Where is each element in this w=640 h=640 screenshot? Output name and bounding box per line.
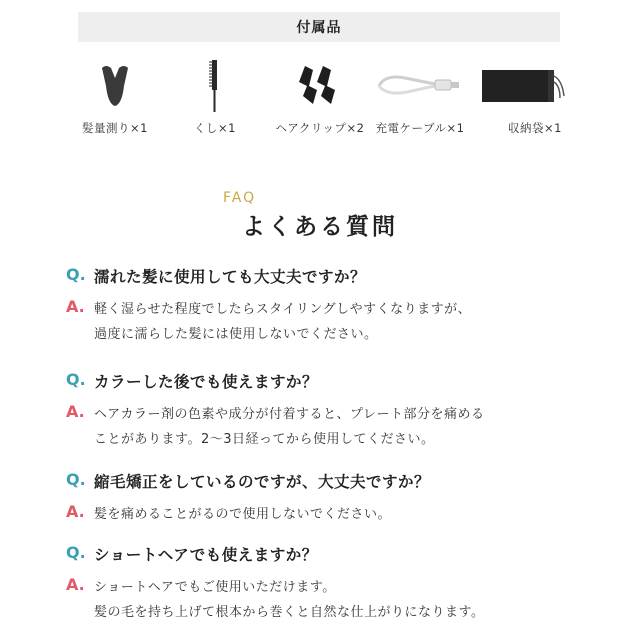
- faq-answer-line: 過度に濡らした髪には使用しないでください。: [94, 327, 378, 342]
- faq-item: [66, 265, 586, 347]
- faq-answer-row: [66, 402, 586, 452]
- faq-question-row: [66, 265, 586, 287]
- accessory-label: 髪量測り×1: [82, 121, 148, 135]
- answer-marker: A.: [66, 297, 85, 316]
- faq-question: 縮毛矯正をしているのですが、大丈夫ですか？: [94, 473, 431, 491]
- faq-answer-line: 髪の毛を持ち上げて根本から巻くと自然な仕上がりになります。: [94, 605, 485, 620]
- faq-item: [66, 470, 586, 527]
- hair-clip-icon: [265, 56, 375, 116]
- faq-question: カラーした後でも使えますか？: [94, 373, 319, 391]
- faq-item: [66, 370, 586, 452]
- storage-pouch-icon: [480, 56, 590, 116]
- faq-answer: [94, 502, 391, 527]
- faq-item: [66, 543, 586, 625]
- question-marker: Q.: [66, 265, 86, 284]
- question-marker: Q.: [66, 470, 86, 489]
- accessory-item-storage-pouch: [480, 50, 590, 140]
- faq-question-row: [66, 543, 586, 565]
- accessories-list: [60, 50, 580, 140]
- faq-answer-row: [66, 297, 586, 347]
- faq-answer-row: [66, 502, 586, 527]
- faq-question-row: [66, 370, 586, 392]
- hair-gauge-icon: [60, 56, 170, 116]
- accessory-label: 充電ケーブル×1: [375, 121, 465, 135]
- faq-answer-row: [66, 575, 586, 625]
- question-marker: Q.: [66, 370, 86, 389]
- faq-eyebrow: FAQ: [223, 190, 257, 206]
- faq-answer: [94, 575, 484, 625]
- accessory-label: くし×1: [194, 121, 236, 135]
- accessories-header: [78, 12, 560, 42]
- faq-question-row: [66, 470, 586, 492]
- faq-question: 濡れた髪に使用しても大丈夫ですか？: [94, 268, 367, 286]
- faq-answer-line: ヘアカラー剤の色素や成分が付着すると、プレート部分を痛める: [94, 407, 485, 422]
- accessory-item-comb: [160, 50, 270, 140]
- comb-icon: [160, 56, 270, 116]
- faq-answer: [94, 297, 471, 347]
- charging-cable-icon: [365, 56, 475, 116]
- answer-marker: A.: [66, 402, 85, 421]
- faq-answer-line: ことがあります。2〜3日経ってから使用してください。: [94, 432, 435, 447]
- question-marker: Q.: [66, 543, 86, 562]
- faq-title: よくある質問: [242, 214, 398, 240]
- accessory-label: 収納袋×1: [508, 121, 562, 135]
- faq-answer: [94, 402, 484, 452]
- accessory-item-hair-clip: [265, 50, 375, 140]
- accessory-item-charging-cable: [365, 50, 475, 140]
- answer-marker: A.: [66, 502, 85, 521]
- faq-answer-line: ショートヘアでもご使用いただけます。: [94, 580, 336, 595]
- answer-marker: A.: [66, 575, 85, 594]
- accessory-label: ヘアクリップ×2: [275, 121, 365, 135]
- faq-answer-line: 軽く湿らせた程度でしたらスタイリングしやすくなりますが、: [94, 302, 472, 317]
- accessory-item-hair-gauge: [60, 50, 170, 140]
- accessories-title: 付属品: [296, 20, 342, 36]
- faq-answer-line: 髪を痛めることがるので使用しないでください。: [94, 507, 392, 522]
- faq-question: ショートヘアでも使えますか？: [94, 546, 318, 564]
